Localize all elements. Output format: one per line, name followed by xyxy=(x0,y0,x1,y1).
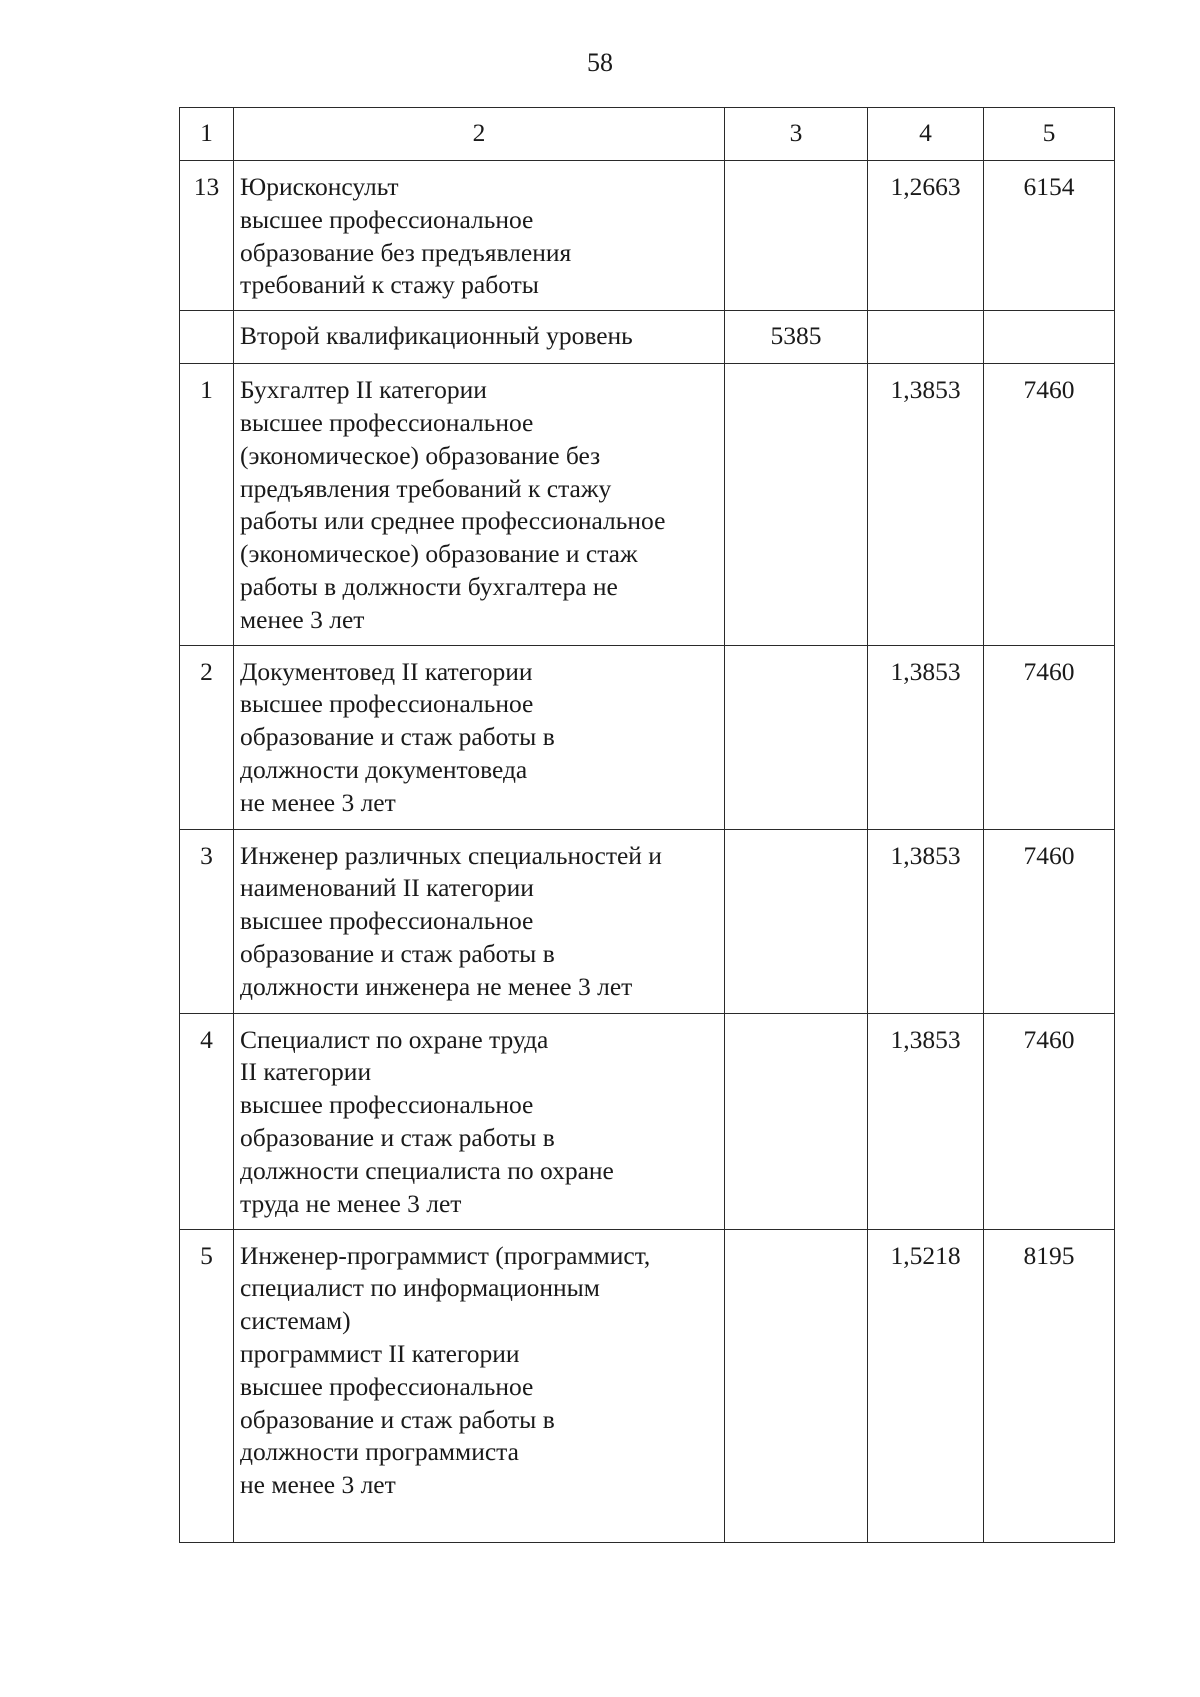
description-line: образование без предъявления xyxy=(240,237,572,267)
description-line: требований к стажу работы xyxy=(240,270,539,300)
header-cell: 5 xyxy=(984,108,1115,161)
coefficient-cell: 1,2663 xyxy=(868,161,984,311)
position-description xyxy=(234,1229,725,1542)
description-line: не менее 3 лет xyxy=(240,1470,396,1500)
salary-cell: 7460 xyxy=(984,645,1115,829)
description-line: Специалист по охране труда xyxy=(240,1024,549,1054)
table-row xyxy=(180,364,1115,645)
description-line: образование и стаж работы в xyxy=(240,938,555,968)
position-description xyxy=(234,364,725,645)
base-salary-cell xyxy=(725,1229,868,1542)
description-line: должности программиста xyxy=(240,1437,519,1467)
description-line: высшее профессиональное xyxy=(240,689,534,719)
description-line: Бухгалтер II категории xyxy=(240,375,487,405)
table-row xyxy=(180,829,1115,1013)
description-line: программист II категории xyxy=(240,1338,520,1368)
position-description xyxy=(234,829,725,1013)
header-cell: 4 xyxy=(868,108,984,161)
salary-cell: 7460 xyxy=(984,364,1115,645)
qualification-table xyxy=(179,107,1115,1543)
description-line: высшее профессиональное xyxy=(240,407,534,437)
empty-cell xyxy=(180,311,234,364)
description-line: высшее профессиональное xyxy=(240,1090,534,1120)
position-description xyxy=(234,645,725,829)
coefficient-cell: 1,3853 xyxy=(868,645,984,829)
base-salary-cell xyxy=(725,1013,868,1229)
coefficient-cell: 1,3853 xyxy=(868,829,984,1013)
description-line: II категории xyxy=(240,1057,372,1087)
description-line: специалист по информационным xyxy=(240,1273,600,1303)
empty-cell xyxy=(984,311,1115,364)
description-line: работы в должности бухгалтера не xyxy=(240,571,618,601)
coefficient-cell: 1,5218 xyxy=(868,1229,984,1542)
position-description xyxy=(234,161,725,311)
description-line: Документовед II категории xyxy=(240,656,533,686)
description-line: образование и стаж работы в xyxy=(240,722,555,752)
page-number: 58 xyxy=(587,48,613,77)
base-salary-cell xyxy=(725,829,868,1013)
description-line: труда не менее 3 лет xyxy=(240,1188,462,1218)
description-line: должности инженера не менее 3 лет xyxy=(240,971,633,1001)
coefficient-cell: 1,3853 xyxy=(868,364,984,645)
description-line: (экономическое) образование без xyxy=(240,440,601,470)
salary-cell: 6154 xyxy=(984,161,1115,311)
table-row xyxy=(180,645,1115,829)
table-row xyxy=(180,161,1115,311)
header-cell: 1 xyxy=(180,108,234,161)
description-line: не менее 3 лет xyxy=(240,787,396,817)
base-salary-cell xyxy=(725,364,868,645)
header-cell: 2 xyxy=(234,108,725,161)
row-number: 5 xyxy=(180,1229,234,1542)
description-line: менее 3 лет xyxy=(240,604,365,634)
salary-cell: 7460 xyxy=(984,829,1115,1013)
position-description xyxy=(234,1013,725,1229)
description-line: Инженер различных специальностей и xyxy=(240,840,662,870)
row-number: 13 xyxy=(180,161,234,311)
description-line: высшее профессиональное xyxy=(240,906,534,936)
row-number: 1 xyxy=(180,364,234,645)
coefficient-cell: 1,3853 xyxy=(868,1013,984,1229)
qualification-level-value: 5385 xyxy=(725,311,868,364)
description-line: (экономическое) образование и стаж xyxy=(240,539,638,569)
description-line: высшее профессиональное xyxy=(240,204,534,234)
row-number: 2 xyxy=(180,645,234,829)
description-line: высшее профессиональное xyxy=(240,1371,534,1401)
salary-cell: 7460 xyxy=(984,1013,1115,1229)
base-salary-cell xyxy=(725,645,868,829)
description-line: системам) xyxy=(240,1306,351,1336)
salary-cell: 8195 xyxy=(984,1229,1115,1542)
description-line: работы или среднее профессиональное xyxy=(240,506,666,536)
empty-cell xyxy=(868,311,984,364)
description-line: Юрисконсульт xyxy=(240,172,399,201)
description-line: Инженер-программист (программист, xyxy=(240,1240,651,1270)
qualification-level-label: Второй квалификационный уровень xyxy=(234,311,725,364)
description-line: образование и стаж работы в xyxy=(240,1404,555,1434)
base-salary-cell xyxy=(725,161,868,311)
header-cell: 3 xyxy=(725,108,868,161)
row-number: 4 xyxy=(180,1013,234,1229)
table-row xyxy=(180,1013,1115,1229)
qualification-level-row xyxy=(180,311,1115,364)
table-row xyxy=(180,1229,1115,1542)
description-line: наименований II категории xyxy=(240,873,534,903)
row-number: 3 xyxy=(180,829,234,1013)
description-line: предъявления требований к стажу xyxy=(240,473,612,503)
description-line: должности документоведа xyxy=(240,754,528,784)
description-line: образование и стаж работы в xyxy=(240,1122,555,1152)
description-line: должности специалиста по охране xyxy=(240,1155,614,1185)
table-header-row xyxy=(180,108,1115,161)
